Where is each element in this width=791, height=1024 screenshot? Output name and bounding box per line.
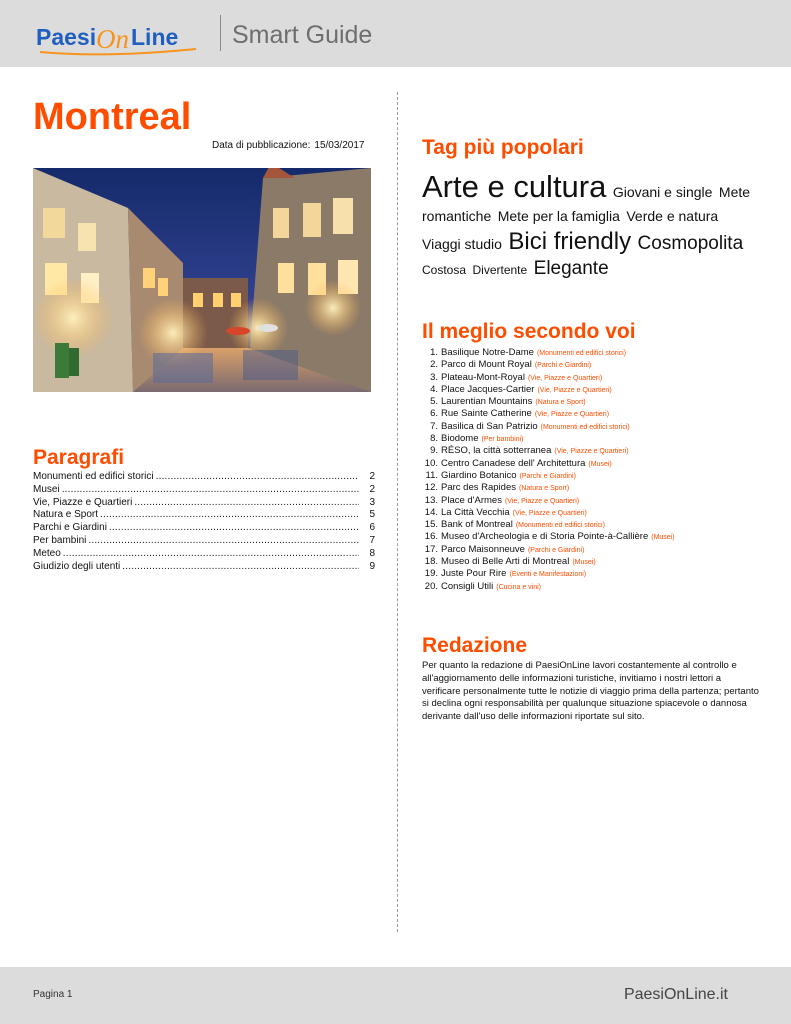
list-item-category[interactable]: (Vie, Piazze e Quartieri) xyxy=(554,448,629,456)
logo-part-on: On xyxy=(96,24,129,54)
redazione-heading: Redazione xyxy=(422,634,528,657)
list-item xyxy=(418,359,768,371)
list-item xyxy=(418,556,768,568)
list-item-name[interactable]: Bank of Montreal xyxy=(441,519,513,531)
logo-part-line: Line xyxy=(131,24,179,50)
list-item xyxy=(418,470,768,482)
toc-leader xyxy=(156,471,359,484)
tag-item[interactable]: Mete per la famiglia xyxy=(497,207,620,224)
toc-label[interactable]: Per bambini xyxy=(33,534,87,546)
list-item-name[interactable]: Centro Canadese dell' Architettura xyxy=(441,457,586,469)
list-item xyxy=(418,396,768,408)
list-item-number: 3. xyxy=(430,371,438,383)
list-item-name[interactable]: Museo d'Archeologia e di Storia Pointe-à-Callière xyxy=(441,531,649,543)
list-item-category[interactable]: (Cucina e vini) xyxy=(496,583,542,591)
toc-label[interactable]: Monumenti ed edifici storici xyxy=(33,471,154,482)
toc-row[interactable] xyxy=(33,522,375,535)
toc-page-number: 9 xyxy=(369,560,375,572)
list-item-category[interactable]: (Vie, Piazze e Quartieri) xyxy=(512,509,587,517)
list-item-number: 19. xyxy=(424,568,438,580)
tag-item[interactable]: Arte e cultura xyxy=(422,169,607,204)
toc-leader xyxy=(62,484,359,497)
list-item xyxy=(418,433,768,445)
paesionline-logo[interactable] xyxy=(36,18,206,58)
list-item-category[interactable]: (Monumenti ed edifici storici) xyxy=(536,350,627,357)
list-item-name[interactable]: Plateau-Mont-Royal xyxy=(441,371,525,383)
list-item-name[interactable]: Laurentian Mountains xyxy=(441,396,533,408)
toc-row[interactable] xyxy=(33,484,375,497)
list-item-category[interactable]: (Vie, Piazze e Quartieri) xyxy=(527,374,603,382)
paragrafi-heading: Paragrafi xyxy=(33,446,125,469)
list-item xyxy=(418,507,768,519)
list-item xyxy=(418,445,768,457)
column-divider xyxy=(397,92,398,932)
list-item-category[interactable]: (Musei) xyxy=(651,534,675,542)
list-item-number: 20. xyxy=(424,580,438,592)
list-item-name[interactable]: Museo di Belle Arti di Montreal xyxy=(441,556,570,568)
toc-leader xyxy=(134,497,359,510)
tags-heading: Tag più popolari xyxy=(422,136,584,159)
list-item xyxy=(418,531,768,543)
header-separator xyxy=(220,15,221,51)
toc-page-number: 6 xyxy=(369,522,375,534)
list-item-number: 18. xyxy=(424,556,438,568)
list-item-category[interactable]: (Vie, Piazze e Quartieri) xyxy=(537,386,612,394)
best-list xyxy=(418,347,768,593)
list-item xyxy=(418,495,768,507)
list-item-name[interactable]: Basilica di San Patrizio xyxy=(441,420,538,432)
toc-leader xyxy=(100,509,359,522)
toc-row[interactable] xyxy=(33,561,375,574)
toc-page-number: 5 xyxy=(369,509,375,521)
list-item-category[interactable]: (Parchi e Giardini) xyxy=(527,546,585,554)
list-item-name[interactable]: Rue Sainte Catherine xyxy=(441,408,532,420)
list-item xyxy=(418,421,768,433)
page-header xyxy=(0,0,791,67)
list-item xyxy=(418,372,768,384)
tag-item[interactable]: Divertente xyxy=(472,262,528,277)
list-item-category[interactable]: (Monumenti ed edifici storici) xyxy=(515,522,605,530)
tag-item[interactable]: Elegante xyxy=(533,257,609,279)
toc-label[interactable]: Parchi e Giardini xyxy=(33,522,107,534)
list-item xyxy=(418,544,768,556)
list-item xyxy=(418,408,768,420)
list-item-number: 4. xyxy=(430,383,438,395)
toc-page-number: 2 xyxy=(369,483,375,495)
toc-label[interactable]: Meteo xyxy=(33,547,61,559)
page-footer xyxy=(0,967,791,1024)
toc-leader xyxy=(122,561,359,574)
list-item-category[interactable]: (Vie, Piazze e Quartieri) xyxy=(534,411,610,419)
header-title: Smart Guide xyxy=(232,21,373,49)
toc-label[interactable]: Musei xyxy=(33,483,60,495)
list-item-number: 11. xyxy=(425,469,438,481)
publication-date xyxy=(212,140,364,151)
list-item xyxy=(418,347,768,359)
list-item-number: 10. xyxy=(424,457,438,469)
list-item-number: 5. xyxy=(430,396,438,408)
list-item-number: 7. xyxy=(430,420,438,432)
list-item xyxy=(418,581,768,593)
toc-page-number: 8 xyxy=(369,547,375,559)
list-item-category[interactable]: (Musei) xyxy=(572,559,596,567)
list-item-name[interactable]: Juste Pour Rire xyxy=(441,568,507,580)
list-item-number: 2. xyxy=(430,359,438,371)
toc-label[interactable]: Giudizio degli utenti xyxy=(33,560,121,572)
tag-item[interactable]: Mete romantiche xyxy=(422,184,751,224)
city-street-illustration xyxy=(33,168,371,392)
publication-date-label: Data di pubblicazione: xyxy=(212,140,311,151)
page-number: Pagina 1 xyxy=(33,989,73,1000)
toc-leader xyxy=(63,548,359,561)
tag-item[interactable]: Bici friendly xyxy=(508,227,632,255)
list-item-name[interactable]: Place d'Armes xyxy=(441,494,502,506)
toc-row[interactable] xyxy=(33,509,375,522)
list-item-name[interactable]: Parco di Mount Royal xyxy=(441,359,532,371)
toc-row[interactable] xyxy=(33,471,375,484)
tag-item[interactable]: Costosa xyxy=(422,262,467,277)
list-item xyxy=(418,458,768,470)
tag-item[interactable]: Viaggi studio xyxy=(422,235,502,252)
list-item-category[interactable]: (Parchi e Giardini) xyxy=(519,472,576,480)
list-item-category[interactable]: (Eventi e Manifestazioni) xyxy=(509,571,587,579)
tag-item[interactable]: Verde e natura xyxy=(626,207,719,224)
toc-row[interactable] xyxy=(33,535,375,548)
list-item-name[interactable]: Basilique Notre-Dame xyxy=(441,347,534,358)
list-item-name[interactable]: Parc des Rapides xyxy=(441,482,516,494)
list-item-category[interactable]: (Natura e Sport) xyxy=(535,399,586,407)
list-item-category[interactable]: (Per bambini) xyxy=(481,436,524,444)
logo-graphic xyxy=(36,18,206,58)
logo-part-paesi: Paesi xyxy=(36,24,97,50)
list-item-number: 16. xyxy=(424,531,438,543)
meglio-heading: Il meglio secondo voi xyxy=(422,320,636,343)
list-item-number: 6. xyxy=(430,408,438,420)
list-item xyxy=(418,519,768,531)
list-item-category[interactable]: (Vie, Piazze e Quartieri) xyxy=(504,497,580,505)
list-item-name[interactable]: Biodome xyxy=(441,433,479,445)
list-item-name[interactable]: Place Jacques-Cartier xyxy=(441,383,535,395)
toc-leader xyxy=(88,535,359,548)
publication-date-value: 15/03/2017 xyxy=(314,140,365,151)
list-item xyxy=(418,384,768,396)
tag-item[interactable]: Giovani e single xyxy=(612,184,713,200)
list-item-name[interactable]: RÉSO, la città sotterranea xyxy=(441,445,552,457)
tag-item[interactable]: Cosmopolita xyxy=(637,232,744,254)
tag-cloud xyxy=(422,168,762,281)
list-item xyxy=(418,568,768,580)
toc-row[interactable] xyxy=(33,497,375,510)
list-item-category[interactable]: (Parchi e Giardini) xyxy=(534,362,592,370)
list-item-number: 13. xyxy=(424,494,438,506)
list-item-number: 8. xyxy=(430,433,438,445)
list-item-name[interactable]: La Città Vecchia xyxy=(441,506,510,518)
list-item-name[interactable]: Giardino Botanico xyxy=(441,469,517,481)
list-item-number: 9. xyxy=(430,445,438,457)
toc-leader xyxy=(109,522,359,535)
list-item-number: 12. xyxy=(424,482,438,494)
list-item-name[interactable]: Consigli Utili xyxy=(441,580,494,592)
page-title: Montreal xyxy=(33,96,192,138)
list-item-category[interactable]: (Musei) xyxy=(588,460,612,468)
list-item-category[interactable]: (Monumenti ed edifici storici) xyxy=(540,423,630,431)
redazione-text: Per quanto la redazione di PaesiOnLine lavori costantemente al controllo e all'aggiornamento delle informazioni turistiche, invitiamo i nostri lettori a verificare personalmente tutte le notizie di viaggio prima della partenza; pertanto si declina ogni responsabilità per qualunque situazione spiacevole o dannosa derivante dall'uso delle informazioni riportate sul sito. xyxy=(422,660,759,723)
toc-page-number: 2 xyxy=(369,471,375,482)
toc-page-number: 3 xyxy=(369,496,375,508)
city-street-photo xyxy=(33,168,371,392)
list-item-number: 14. xyxy=(424,506,438,518)
list-item xyxy=(418,482,768,494)
toc-page-number: 7 xyxy=(369,534,375,546)
footer-site-link[interactable]: PaesiOnLine.it xyxy=(623,986,728,1003)
list-item-number: 17. xyxy=(424,543,438,555)
table-of-contents xyxy=(33,471,375,573)
list-item-number: 15. xyxy=(424,519,438,531)
toc-label[interactable]: Natura e Sport xyxy=(33,509,99,521)
list-item-category[interactable]: (Natura e Sport) xyxy=(518,485,570,493)
list-item-number: 1. xyxy=(430,347,438,358)
toc-label[interactable]: Vie, Piazze e Quartieri xyxy=(33,496,133,508)
toc-row[interactable] xyxy=(33,548,375,561)
list-item-name[interactable]: Parco Maisonneuve xyxy=(441,543,525,555)
